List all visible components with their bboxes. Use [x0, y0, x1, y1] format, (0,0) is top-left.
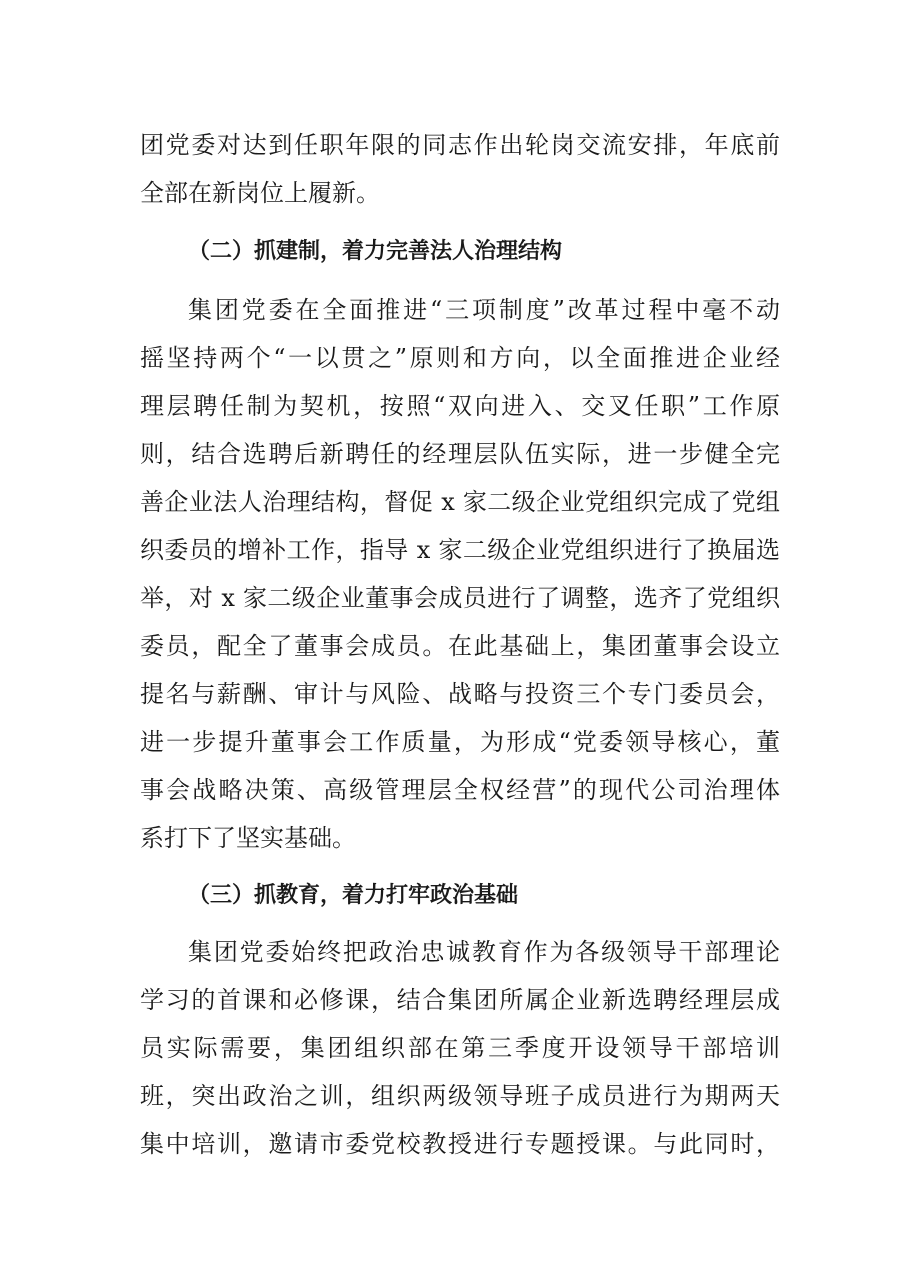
text-line: 学习的首课和必修课，结合集团所属企业新选聘经理层成	[140, 986, 780, 1014]
text-line: 班，突出政治之训，组织两级领导班子成员进行为期两天	[140, 1082, 780, 1110]
section-heading-3: （三）抓教育，着力打牢政治基础	[188, 883, 519, 908]
text-line: 集团党委始终把政治忠诚教育作为各级领导干部理论	[188, 938, 780, 966]
text-line: 善企业法人治理结构，督促 x 家二级企业党组织完成了党组	[140, 488, 780, 516]
text-line: 委员，配全了董事会成员。在此基础上，集团董事会设立	[140, 632, 780, 660]
text-line: 全部在新岗位上履新。	[140, 179, 380, 207]
section-heading-2: （二）抓建制，着力完善法人治理结构	[188, 239, 563, 264]
text-line: 集中培训，邀请市委党校教授进行专题授课。与此同时，	[140, 1130, 780, 1158]
text-line: 集团党委在全面推进“三项制度”改革过程中毫不动	[188, 296, 780, 324]
text-line: 团党委对达到任职年限的同志作出轮岗交流安排，年底前	[140, 131, 780, 159]
text-line: 则，结合选聘后新聘任的经理层队伍实际，进一步健全完	[140, 440, 780, 468]
text-line: 员实际需要，集团组织部在第三季度开设领导干部培训	[140, 1034, 780, 1062]
text-line: 理层聘任制为契机，按照“双向进入、交叉任职”工作原	[140, 392, 780, 420]
text-line: 提名与薪酬、审计与风险、战略与投资三个专门委员会，	[140, 680, 780, 708]
text-line: 事会战略决策、高级管理层全权经营”的现代公司治理体	[140, 776, 780, 804]
text-line: 举，对 x 家二级企业董事会成员进行了调整，选齐了党组织	[140, 584, 780, 612]
text-line: 摇坚持两个“一以贯之”原则和方向，以全面推进企业经	[140, 344, 780, 372]
text-line: 织委员的增补工作，指导 x 家二级企业党组织进行了换届选	[140, 536, 780, 564]
text-line: 进一步提升董事会工作质量，为形成“党委领导核心，董	[140, 728, 780, 756]
text-line: 系打下了坚实基础。	[140, 824, 356, 852]
